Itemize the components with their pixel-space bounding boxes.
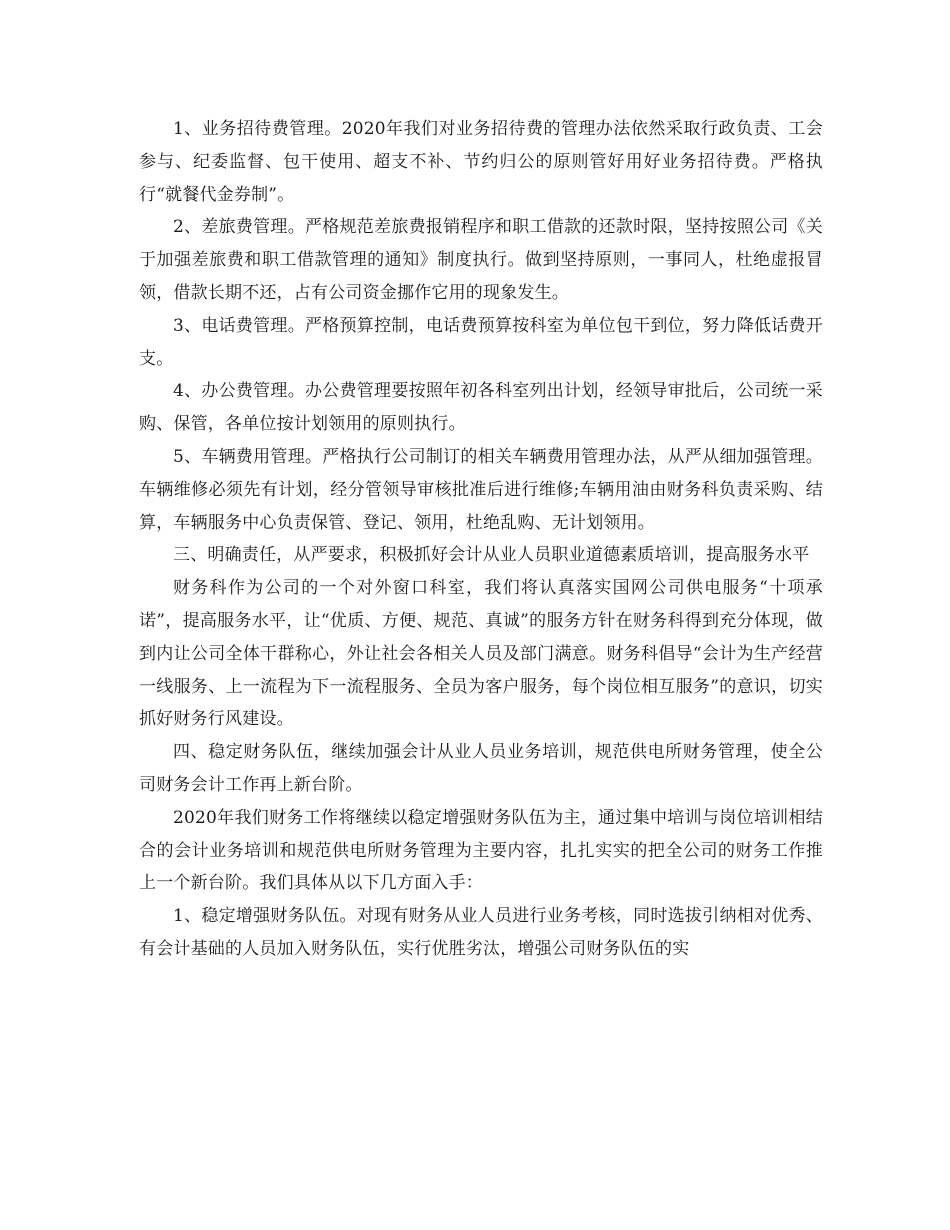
paragraph-travel-fee: 2、差旅费管理。严格规范差旅费报销程序和职工借款的还款时限，坚持按照公司《关于加强差旅费和职工借款管理的通知》制度执行。做到坚持原则，一事同人，杜绝虚报冒领，借款长期不还，占有公司资金挪作它用的现象发生。: [139, 217, 823, 303]
section-heading-responsibility: 三、明确责任，从严要求，积极抓好会计从业人员职业道德素质培训，提高服务水平: [173, 545, 810, 566]
paragraph-phone-fee: 3、电话费管理。严格预算控制，电话费预算按科室为单位包干到位，努力降低话费开支。: [139, 315, 823, 369]
paragraph-office-fee: 4、办公费管理。办公费管理要按照年初各科室列出计划，经领导审批后，公司统一采购、保管，各单位按计划领用的原则执行。: [139, 381, 823, 435]
section-heading-team-stability: 四、稳定财务队伍，继续加强会计从业人员业务培训，规范供电所财务管理，使全公司财务会计工作再上新台阶。: [139, 742, 823, 795]
paragraph-2020-plan: 2020年我们财务工作将继续以稳定增强财务队伍为主，通过集中培训与岗位培训相结合的会计业务培训和规范供电所财务管理为主要内容，扎扎实实的把全公司的财务工作推上一个新台阶。我们具体从以下几方面入手：: [139, 807, 823, 894]
paragraph-strengthen-team: 1、稳定增强财务队伍。对现有财务从业人员进行业务考核，同时选拔引纳相对优秀、有会计基础的人员加入财务队伍，实行优胜劣汰，增强公司财务队伍的实: [139, 906, 823, 959]
paragraph-vehicle-fee: 5、车辆费用管理。严格执行公司制订的相关车辆费用管理办法，从严从细加强管理。车辆维修必须先有计划，经分管领导审核批准后进行维修;车辆用油由财务科负责采购、结算，车辆服务中心负责保管、登记、领用，杜绝乱购、无计划领用。: [139, 446, 823, 533]
paragraph-service-window: 财务科作为公司的一个对外窗口科室，我们将认真落实国网公司供电服务“十项承诺”，提高服务水平，让“优质、方便、规范、真诚”的服务方针在财务科得到充分体现，做到内让公司全体干群称心，外让社会各相关人员及部门满意。财务科倡导“会计为生产经营一线服务、上一流程为下一流程服务、全员为客户服务，每个岗位相互服务”的意识，切实抓好财务行风建设。: [139, 578, 823, 730]
paragraph-reception-fee: 1、业务招待费管理。2020年我们对业务招待费的管理办法依然采取行政负责、工会参与、纪委监督、包干使用、超支不补、节约归公的原则管好用好业务招待费。严格执行“就餐代金券制”。: [139, 119, 823, 205]
document-body: [139, 113, 823, 966]
